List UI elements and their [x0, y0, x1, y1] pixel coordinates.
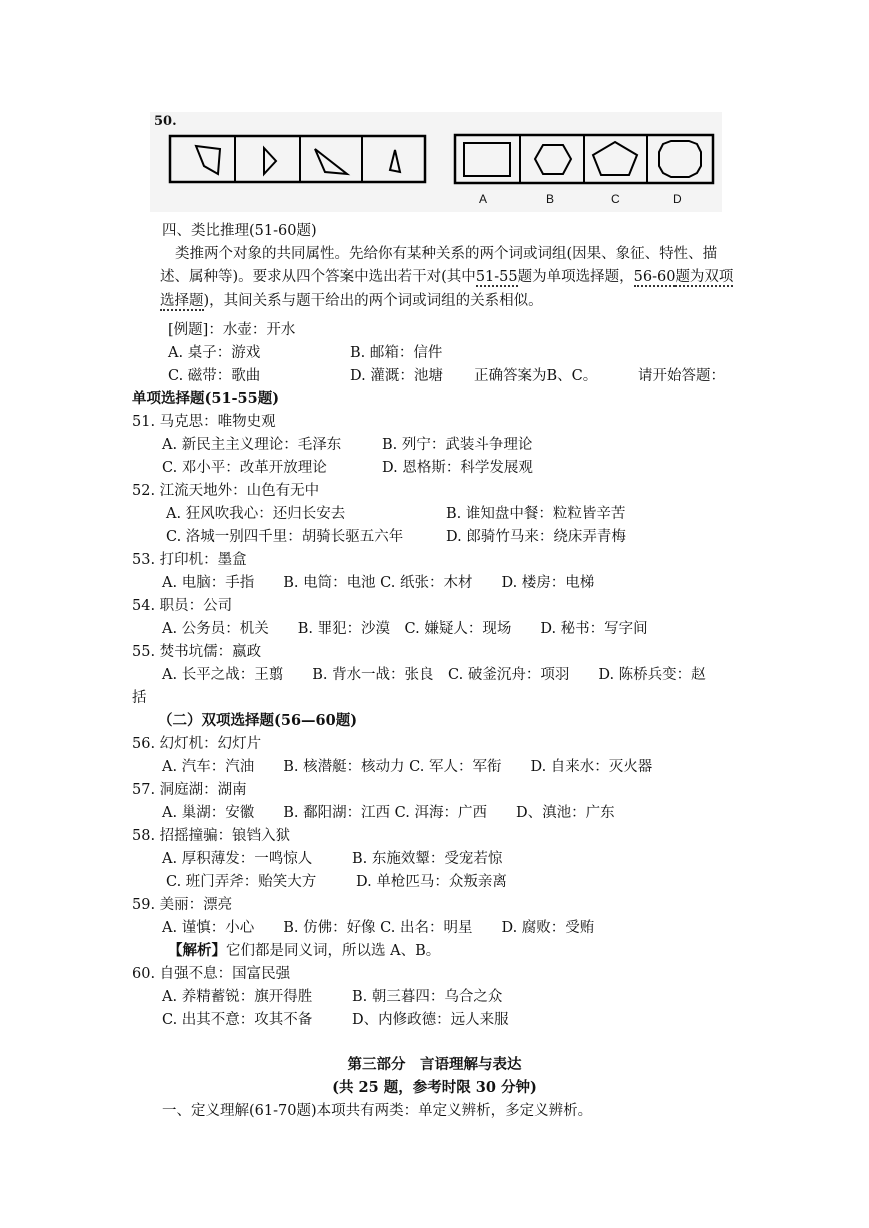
q51-option-b: B. 列宁：武装斗争理论: [382, 437, 533, 453]
start-prompt: 请开始答题：: [638, 368, 725, 384]
q52-option-c: C. 洛城一别四千里：胡骑长驱五六年: [166, 529, 404, 545]
q58-option-a: A. 厚积薄发：一鸣惊人: [162, 851, 313, 867]
q52-option-b: B. 谁知盘中餐：粒粒皆辛苦: [446, 506, 626, 522]
intro-text: 题为单项选择题，: [517, 269, 634, 285]
section-heading: 四、类比推理(51-60题): [162, 223, 317, 239]
q55-options: A. 长平之战：王翦 B. 背水一战：张良 C. 破釜沉舟：项羽 D. 陈桥兵变：赵: [162, 667, 706, 683]
question-57: 57. 洞庭湖：湖南: [132, 782, 247, 798]
intro-line-3: [160, 291, 543, 311]
question-53: 53. 打印机：墨盒: [132, 552, 247, 568]
q51-option-a: A. 新民主主义理论：毛泽东: [162, 437, 342, 453]
intro-line-1: 类推两个对象的共同属性。先给你有某种关系的两个词或词组(因果、象征、特性、描: [175, 246, 718, 262]
q54-options: A. 公务员：机关 B. 罪犯：沙漠 C. 嫌疑人：现场 D. 秘书：写字间: [162, 621, 648, 637]
intro-text: )，其间关系与题干给出的两个词或词组的关系相似。: [203, 293, 543, 309]
q58-option-c: C. 班门弄斧：贻笑大方: [166, 874, 317, 890]
option-label-b: B: [546, 192, 555, 206]
intro-text: 选择题: [160, 293, 204, 309]
intro-text: 述、属种等)。要求从四个答案中选出若干对(其中: [160, 269, 476, 285]
option-d-octagon-shape: [659, 141, 701, 177]
example-option-b: B. 邮箱：信件: [350, 345, 443, 361]
q51-option-c: C. 邓小平：改革开放理论: [162, 460, 327, 476]
question-59: 59. 美丽：漂亮: [132, 897, 233, 913]
stem-quadrilateral-shape: [196, 146, 220, 174]
example-option-a: A. 桌子：游戏: [168, 345, 261, 361]
q60-option-c: C. 出其不意：攻其不备: [162, 1012, 313, 1028]
question-55: 55. 焚书坑儒：嬴政: [132, 644, 262, 660]
q60-option-b: B. 朝三暮四：乌合之众: [352, 989, 503, 1005]
example-stem: [例题]：水壶：开水: [168, 322, 296, 338]
q53-options: A. 电脑：手指 B. 电筒：电池 C. 纸张：木材 D. 楼房：电梯: [162, 575, 595, 591]
single-choice-heading: 单项选择题(51-55题): [132, 390, 280, 407]
option-c-pentagon-shape: [593, 142, 637, 175]
intro-range-double: 56-60: [633, 269, 676, 285]
q58-option-b: B. 东施效颦：受宠若惊: [352, 851, 503, 867]
stem-strip-border: [170, 136, 425, 182]
definition-section-line: 一、定义理解(61-70题)本项共有两类：单定义辨析，多定义辨析。: [162, 1103, 593, 1119]
analysis-text: 它们都是同义词，所以选 A、B。: [226, 943, 441, 959]
stem-triangle-shape-2: [315, 149, 347, 174]
question-52: 52. 江流天地外：山色有无中: [132, 483, 320, 499]
question-60: 60. 自强不息：国富民强: [132, 966, 291, 982]
intro-text: 题为双项: [675, 269, 734, 285]
option-label-d: D: [673, 192, 682, 206]
q57-options: A. 巢湖：安徽 B. 鄱阳湖：江西 C. 洱海：广西 D、滇池：广东: [162, 805, 615, 821]
part-subtitle: (共 25 题，参考时限 30 分钟): [332, 1079, 537, 1096]
option-a-square-shape: [464, 143, 510, 176]
question-54: 54. 职员：公司: [132, 598, 233, 614]
figure-shapes: [150, 112, 722, 212]
option-label-c: C: [611, 192, 620, 206]
question-56: 56. 幻灯机：幻灯片: [132, 736, 262, 752]
option-label-a: A: [479, 192, 488, 206]
part-title: 第三部分 言语理解与表达: [347, 1056, 522, 1073]
question-51: 51. 马克思：唯物史观: [132, 414, 276, 430]
analysis-label: 【解析】: [168, 942, 226, 959]
option-b-hexagon-shape: [535, 145, 571, 174]
example-answer: 正确答案为B、C。: [474, 368, 598, 384]
intro-range-single: 51-55: [475, 269, 518, 285]
double-choice-heading: （二）双项选择题(56—60题): [158, 712, 358, 729]
q55-options-continued: 括: [132, 690, 147, 706]
stem-triangle-shape-1: [264, 148, 276, 174]
question-58: 58. 招摇撞骗：锒铛入狱: [132, 828, 291, 844]
q56-options: A. 汽车：汽油 B. 核潜艇：核动力 C. 军人：军衔 D. 自来水：灭火器: [162, 759, 653, 775]
example-option-d: D. 灌溉：池塘: [350, 368, 443, 384]
stem-triangle-shape-3: [390, 150, 400, 172]
question-50-figure: [150, 112, 722, 212]
q59-analysis: [168, 941, 440, 961]
q52-option-a: A. 狂风吹我心：还归长安去: [166, 506, 346, 522]
figure-number: 50.: [154, 114, 177, 129]
q52-option-d: D. 郎骑竹马来：绕床弄青梅: [446, 529, 626, 545]
q60-option-a: A. 养精蓄锐：旗开得胜: [162, 989, 313, 1005]
q58-option-d: D. 单枪匹马：众叛亲离: [356, 874, 507, 890]
intro-line-2: [160, 267, 733, 287]
q51-option-d: D. 恩格斯：科学发展观: [382, 460, 533, 476]
example-option-c: C. 磁带：歌曲: [168, 368, 261, 384]
q59-options: A. 谨慎：小心 B. 仿佛：好像 C. 出名：明星 D. 腐败：受贿: [162, 920, 595, 936]
q60-option-d: D、内修政德：远人来服: [352, 1012, 509, 1028]
